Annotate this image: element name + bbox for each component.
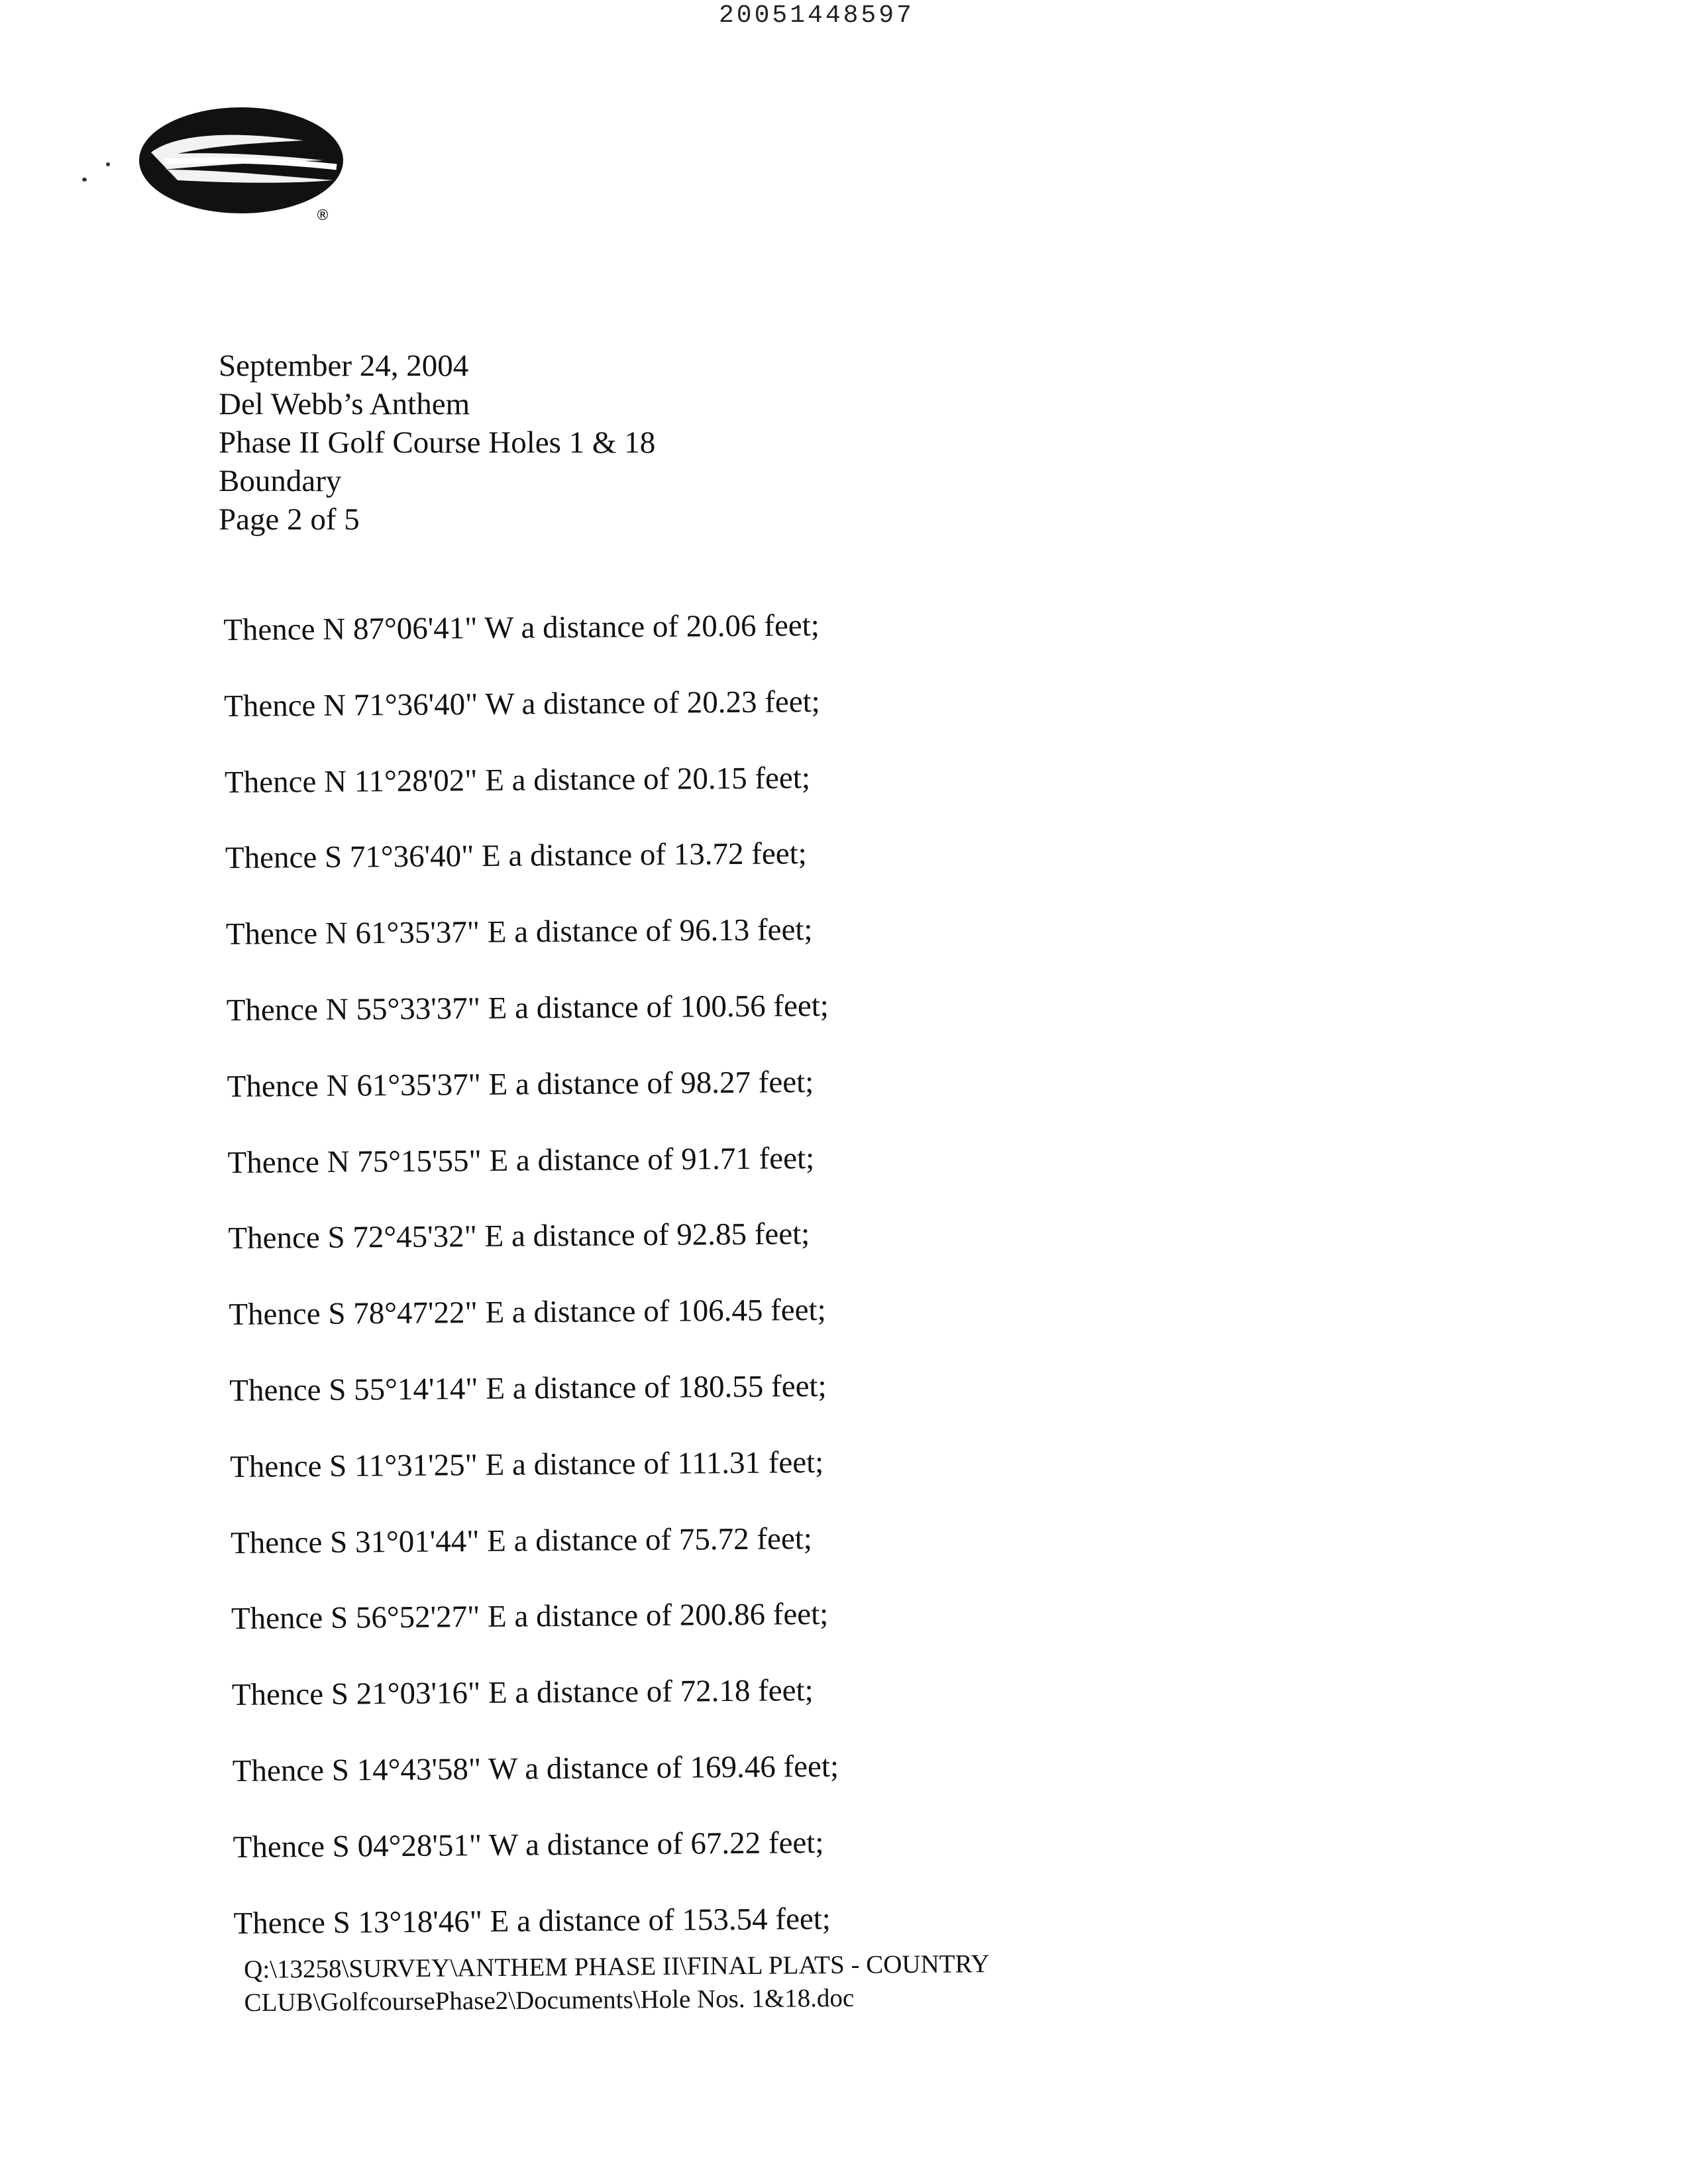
course-line: Thence N 71°36'40" W a distance of 20.23 feet; <box>223 684 820 724</box>
file-path-line-1: Q:\13258\SURVEY\ANTHEM PHASE II\FINAL PLATS - COUNTRY <box>244 1949 990 1984</box>
course-line: Thence N 11°28'02" E a distance of 20.15 feet; <box>224 760 811 800</box>
course-line: Thence S 21°03'16" E a distance of 72.18 feet; <box>231 1673 814 1713</box>
header-subject: Phase II Golf Course Holes 1 & 18 <box>219 425 656 460</box>
course-line: Thence S 71°36'40" E a distance of 13.72 feet; <box>225 836 807 876</box>
header-date: September 24, 2004 <box>219 349 469 383</box>
document-header <box>219 347 655 539</box>
course-line: Thence N 87°06'41" W a distance of 20.06 feet; <box>223 608 820 647</box>
document-id: 20051448597 <box>719 1 914 30</box>
course-line: Thence S 14°43'58" W a distance of 169.46 feet; <box>232 1749 839 1788</box>
course-line: Thence S 11°31'25" E a distance of 111.31 feet; <box>229 1445 824 1484</box>
header-page-number: Page 2 of 5 <box>219 502 360 537</box>
course-line: Thence S 04°28'51" W a distance of 67.22 feet; <box>233 1825 824 1865</box>
course-line: Thence N 61°35'37" E a distance of 96.13 feet; <box>225 912 813 952</box>
course-line: Thence N 61°35'37" E a distance of 98.27 feet; <box>227 1064 814 1104</box>
course-line: Thence S 56°52'27" E a distance of 200.86 feet; <box>231 1597 829 1637</box>
header-type: Boundary <box>219 464 342 498</box>
boundary-courses <box>223 606 840 1980</box>
s-oval-logo-icon <box>138 106 350 223</box>
course-line: Thence S 78°47'22" E a distance of 106.45 feet; <box>229 1293 826 1333</box>
header-project: Del Webb’s Anthem <box>219 387 470 421</box>
scan-speck <box>82 178 87 182</box>
course-line: Thence S 13°18'46" E a distance of 153.54 feet; <box>233 1901 831 1941</box>
course-line: Thence N 55°33'37" E a distance of 100.56 feet; <box>226 988 829 1028</box>
course-line: Thence N 75°15'55" E a distance of 91.71 feet; <box>227 1140 815 1180</box>
scan-speck <box>106 162 110 166</box>
file-path-footer <box>244 1947 990 2020</box>
course-line: Thence S 72°45'32" E a distance of 92.85 feet; <box>228 1217 810 1256</box>
registered-mark: ® <box>315 207 330 223</box>
course-line: Thence S 55°14'14" E a distance of 180.55 feet; <box>229 1368 827 1408</box>
file-path-line-2: CLUB\GolfcoursePhase2\Documents\Hole Nos. 1&18.doc <box>244 1983 855 2017</box>
course-line: Thence S 31°01'44" E a distance of 75.72 feet; <box>230 1521 813 1560</box>
